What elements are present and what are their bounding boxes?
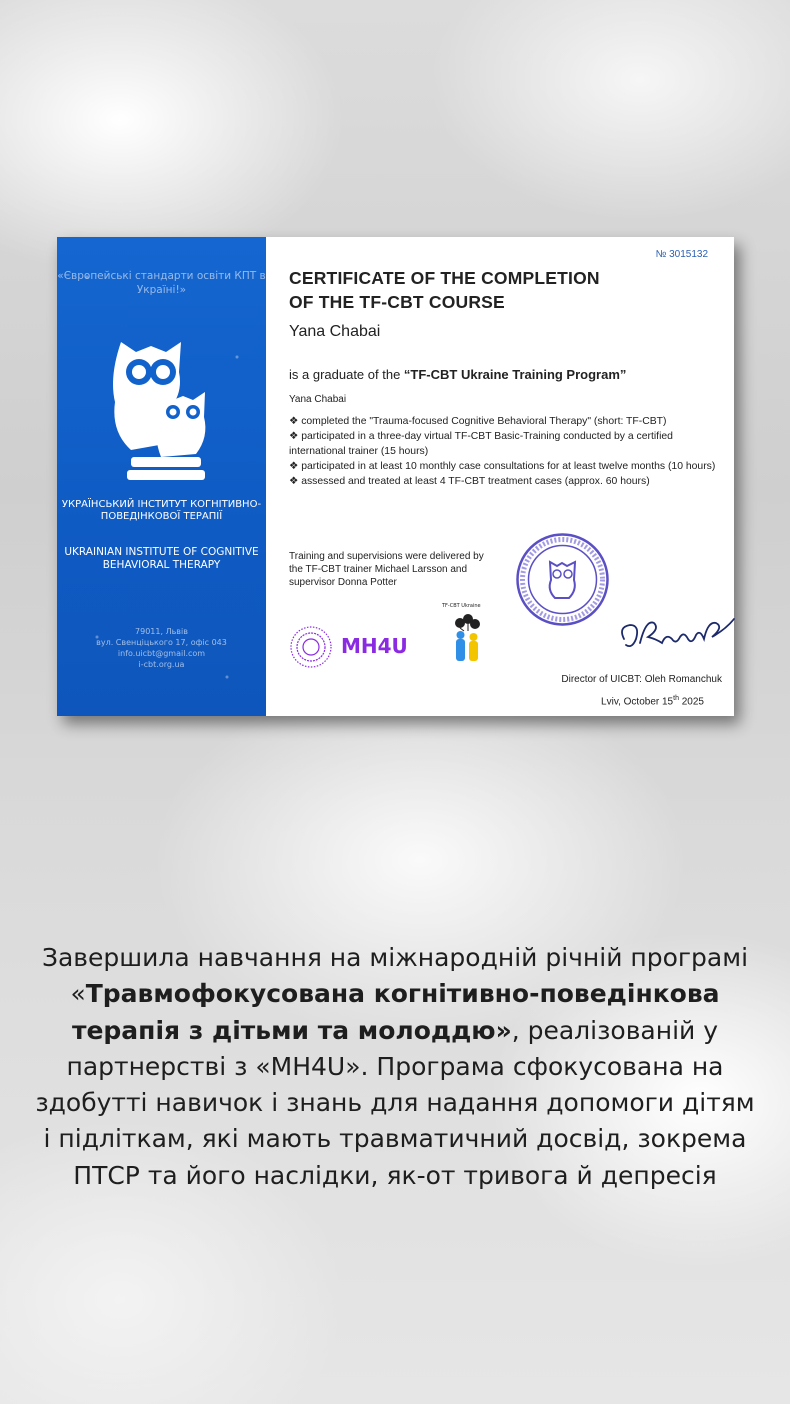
certificate-title: [289, 266, 600, 314]
seal-stamp-icon: [515, 532, 610, 627]
list-item: ❖ participated in at least 10 monthly case consultations for at least twelve months (10 hours): [289, 461, 716, 472]
caption-part-2: , реалізованій у партнерстві з «MH4U». Програма сфокусована на здобутті навичок і знань для надання допомоги дітям і підліткам, які мають травматичний досвід, зокрема ПТСР та його наслідки, як-от тривога й депресія: [35, 1015, 755, 1190]
graduate-statement: [289, 367, 626, 382]
address-line: вул. Свенціцького 17, офіс 043: [96, 638, 227, 647]
achievement-list: [289, 414, 729, 489]
signature-icon: [616, 609, 741, 659]
certificate-number: № 3015132: [655, 249, 708, 260]
caption-program-name: Травмофокусована когнітивно-поведінкова терапія з дітьми та молоддю»: [71, 979, 720, 1045]
recipient-name: Yana Chabai: [289, 323, 381, 340]
tf-cbt-ukraine-label: TF-CBT Ukraine: [442, 603, 481, 609]
graduate-prefix: is a graduate of the: [289, 367, 404, 382]
tf-cbt-ukraine-logo-icon: [446, 609, 488, 671]
address-line: i-cbt.org.ua: [138, 660, 185, 669]
owl-logo-icon: [101, 332, 221, 484]
director-line: Director of UICBT: Oleh Romanchuk: [561, 674, 722, 685]
program-name: “TF-CBT Ukraine Training Program”: [403, 367, 627, 382]
institute-name-en: UKRAINIAN INSTITUTE OF COGNITIVE BEHAVIORAL THERAPY: [64, 546, 259, 571]
address-line: info.uicbt@gmail.com: [117, 649, 206, 658]
list-item: ❖ participated in a three-day virtual TF-CBT Basic-Training conducted by a certified international trainer (15 hours): [289, 431, 673, 457]
slogan: «Європейські стандарти освіти КПТ в Україні!»: [57, 270, 266, 296]
date-suffix-ordinal: th: [673, 695, 679, 702]
issue-date: [601, 695, 704, 707]
certificate-image: [57, 237, 734, 716]
institute-address: [57, 626, 266, 670]
caption-text: [30, 940, 760, 1194]
title-line-1: CERTIFICATE OF THE COMPLETION: [289, 268, 600, 288]
trainers-statement: Training and supervisions were delivered by the TF-CBT trainer Michael Larsson and supervisor Donna Potter: [289, 551, 484, 588]
recipient-name-small: Yana Chabai: [289, 394, 347, 405]
list-item: ❖ completed the "Trauma-focused Cognitive Behavioral Therapy" (short: TF-CBT): [289, 416, 667, 427]
caption-part-1: Завершила навчання на міжнародній річній програмі «: [41, 943, 749, 1009]
mh4u-label: MH4U: [341, 634, 408, 658]
institute-name-ua: УКРАЇНСЬКИЙ ІНСТИТУТ КОГНІТИВНО-ПОВЕДІНКОВОЇ ТЕРАПІЇ: [61, 499, 262, 522]
certificate-left-panel: [57, 237, 266, 716]
certificate-right-panel: [266, 237, 734, 716]
list-item: ❖ assessed and treated at least 4 TF-CBT treatment cases (approx. 60 hours): [289, 476, 650, 487]
title-line-2: OF THE TF-CBT COURSE: [289, 292, 505, 312]
date-year: 2025: [678, 696, 704, 708]
address-line: 79011, Львів: [135, 627, 188, 636]
date-prefix: Lviv, October 15: [601, 696, 674, 708]
